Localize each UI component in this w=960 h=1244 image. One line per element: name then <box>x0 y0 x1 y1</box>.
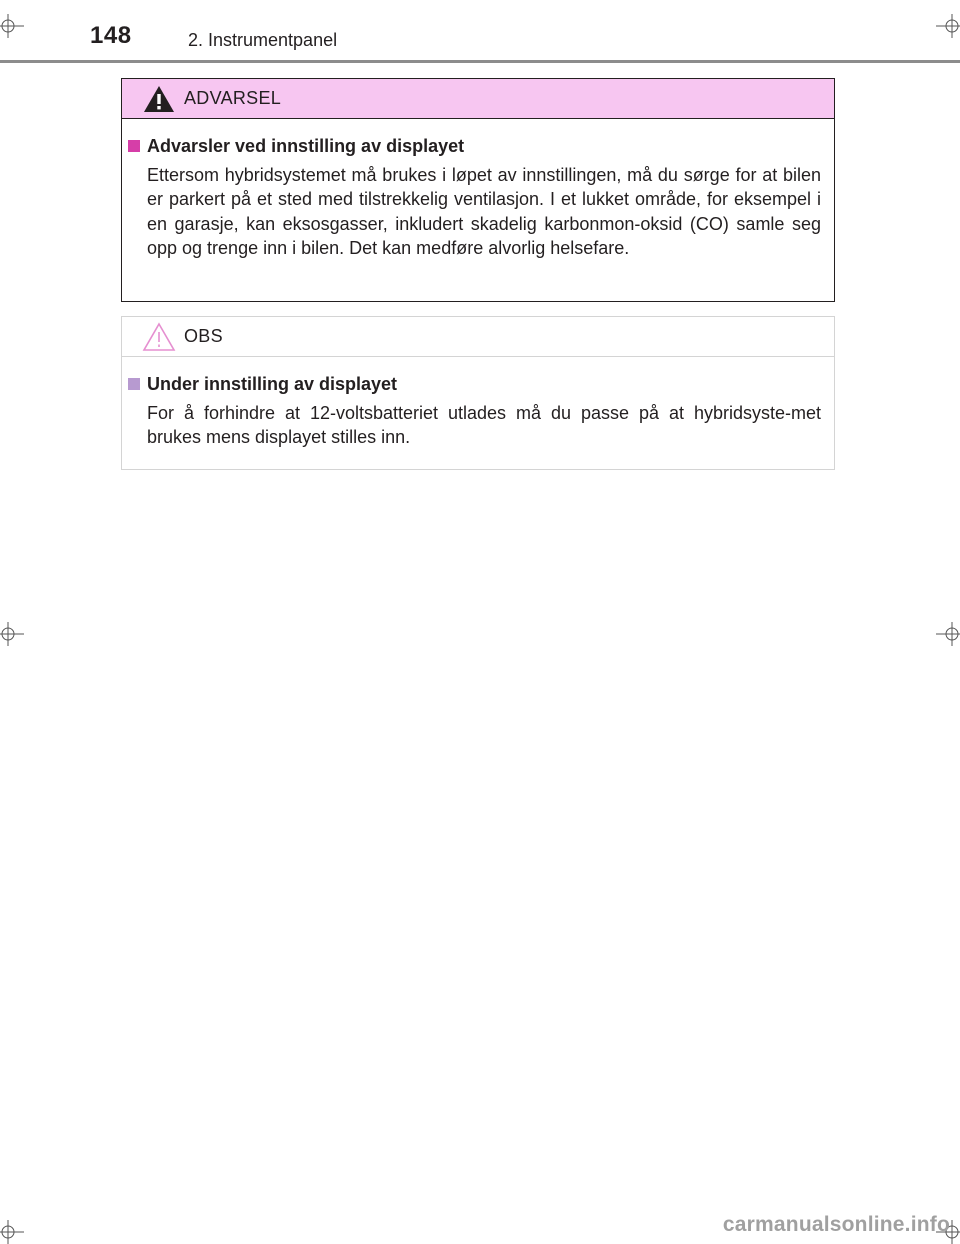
warning-paragraph: Ettersom hybridsystemet må brukes i løpet av innstillingen, må du sørge for at bilen er parkert på et sted med tilstrekkelig ventilasjon. I et lukket område, for eksempel i en garasje, kan eksosgasser, inkludert skadelig karbonmon-oksid (CO) samle seg opp og trenge inn i bilen. Det kan medføre alvorlig helsefare. <box>147 165 821 259</box>
crop-mark-bottom-left <box>0 1220 24 1244</box>
warning-heading-text: Advarsler ved innstilling av displayet <box>147 136 465 156</box>
notice-box-header <box>122 317 834 357</box>
page-header <box>0 0 960 64</box>
header-rule <box>0 60 960 63</box>
crop-mark-mid-right <box>936 622 960 646</box>
footer-watermark: carmanualsonline.info <box>722 1213 950 1236</box>
warning-item-heading <box>128 135 821 157</box>
crop-mark-mid-left <box>0 622 24 646</box>
warning-triangle-icon <box>142 84 176 114</box>
section-title: 2. Instrumentpanel <box>188 30 338 50</box>
warning-label: ADVARSEL <box>184 88 282 108</box>
notice-item-heading <box>128 373 821 395</box>
warning-box-header <box>122 79 834 119</box>
notice-paragraph: For å forhindre at 12-voltsbatteriet utlades må du passe på at hybridsyste-met brukes mens displayet stilles inn. <box>147 403 821 448</box>
square-bullet-icon <box>128 378 140 390</box>
warning-box <box>121 78 835 302</box>
warning-body <box>122 119 834 261</box>
notice-box <box>121 316 835 470</box>
notice-heading-text: Under innstilling av displayet <box>147 374 398 394</box>
caution-triangle-icon <box>142 322 176 352</box>
square-bullet-icon <box>128 140 140 152</box>
notice-body <box>122 357 834 450</box>
page-number: 148 <box>90 22 132 49</box>
notice-label: OBS <box>184 326 223 346</box>
